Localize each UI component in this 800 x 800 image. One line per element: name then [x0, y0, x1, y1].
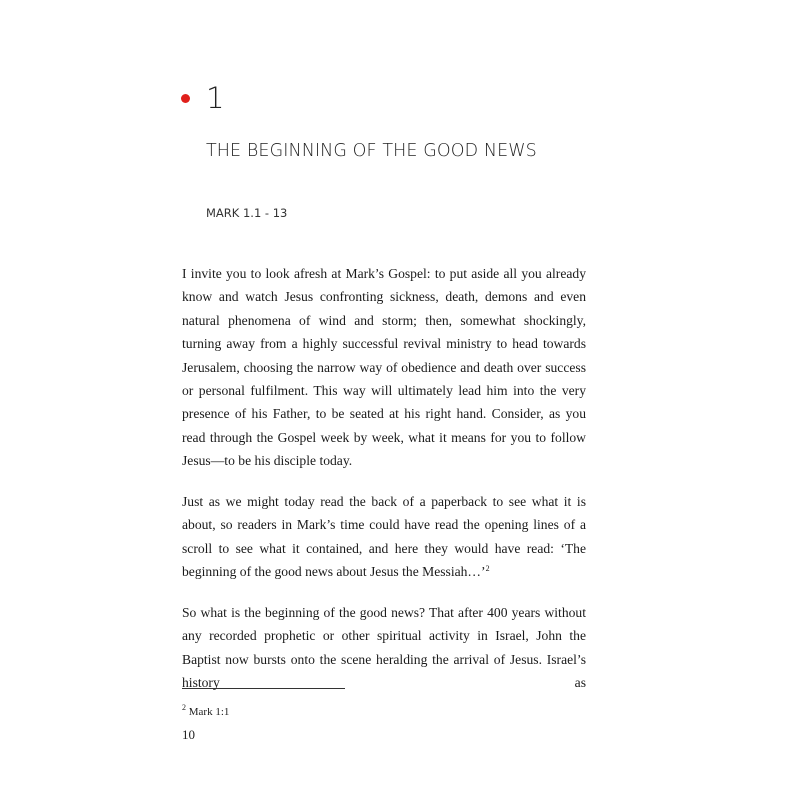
paragraph-text: I invite you to look afresh at Mark’s Gospel: to put aside all you already know and watch Jesus confronting sickness, death, demons and even natural phenomena of wind and storm; then, somewhat shockingly, turning away from a highly successful revival ministry to head towards Jerusalem, choosing the narrow way of obedience and death over success or personal fulfilment. This way will ultimately lead him into the very presence of his Father, to be seated at his right hand. Consider, as you read through the Gospel week by week, what it means for you to follow Jesus—to be his disciple today. [182, 266, 586, 469]
paragraph-text: So what is the beginning of the good news? That after 400 years without any recorded prophetic or other spiritual activity in Israel, John the Baptist now bursts onto the scene heralding the arrival of Jesus. Israel’s history as [182, 605, 586, 691]
footnote-text: Mark 1:1 [188, 706, 230, 718]
chapter-bullet-icon [181, 94, 190, 103]
footnote-reference[interactable]: 2 [485, 564, 490, 574]
footnote-marker: 2 [182, 703, 186, 713]
chapter-number: 1 [206, 81, 225, 115]
chapter-title: THE BEGINNING OF THE GOOD NEWS [206, 141, 537, 161]
body-paragraph-1 [182, 262, 586, 473]
paragraph-text-content: Just as we might today read the back of a paperback to see what it is about, so readers in Mark’s time could have read the opening lines of a scroll to see what it contained, and here they would have read: ‘The beginning of the good news about Jesus the Messiah…’ [182, 494, 586, 580]
body-paragraph-2 [182, 490, 586, 584]
footnote-divider [182, 688, 345, 689]
body-paragraph-3 [182, 601, 586, 695]
paragraph-text [182, 490, 586, 584]
page-number: 10 [182, 727, 195, 742]
footnote [182, 703, 230, 718]
scripture-reference: MARK 1.1 - 13 [206, 206, 288, 220]
